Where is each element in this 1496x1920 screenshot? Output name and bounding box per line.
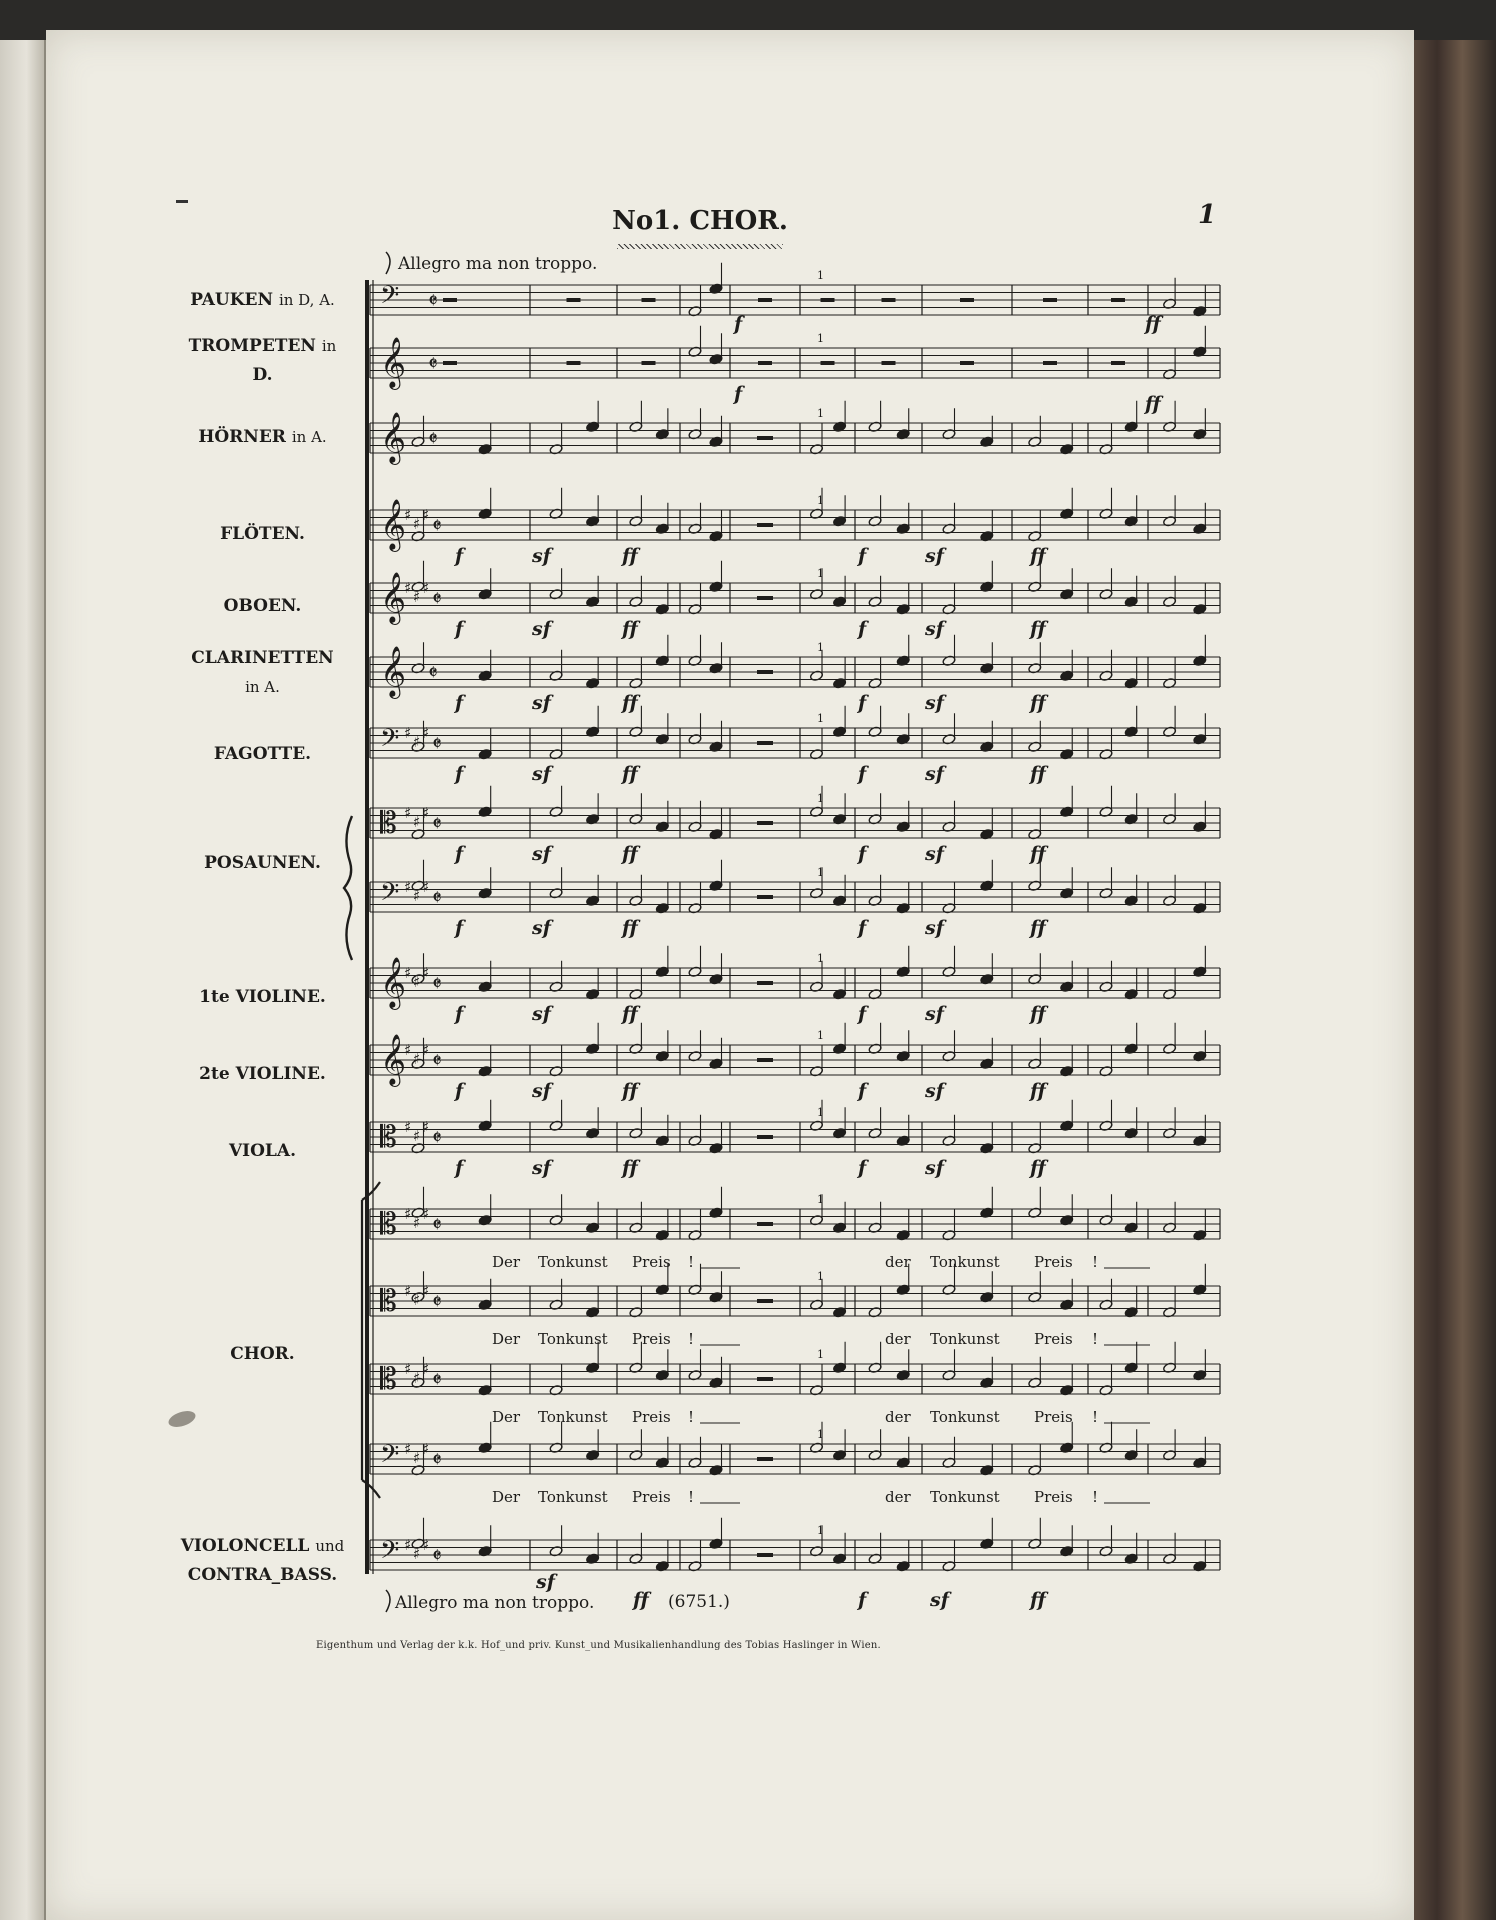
time-signature: 𝄵 bbox=[432, 886, 442, 911]
whole-rest bbox=[757, 1377, 773, 1381]
dynamic-marking: ff bbox=[622, 843, 638, 865]
key-signature-sharp: ♯ bbox=[404, 1360, 412, 1378]
lyric-syllable: ! bbox=[1092, 1488, 1099, 1506]
clef: 𝄡 bbox=[380, 1362, 397, 1397]
key-signature-sharp: ♯ bbox=[404, 1041, 412, 1059]
whole-rest bbox=[960, 361, 974, 365]
lyric-syllable: ! bbox=[1092, 1253, 1099, 1271]
measure-rest-number: 1 bbox=[817, 1348, 824, 1361]
dynamic-marking: sf bbox=[532, 1157, 551, 1179]
time-signature: 𝄵 bbox=[432, 587, 442, 612]
dynamic-marking: ff bbox=[1030, 763, 1046, 785]
dynamic-marking: f bbox=[455, 692, 464, 714]
dynamic-marking: ff bbox=[622, 545, 638, 567]
whole-rest bbox=[757, 1553, 773, 1557]
dynamic-marking: ff bbox=[1030, 843, 1046, 865]
measure-rest-number: 1 bbox=[817, 1524, 824, 1537]
choir-bracket bbox=[362, 1182, 380, 1498]
dynamic-marking: ff bbox=[622, 917, 638, 939]
whole-rest bbox=[821, 361, 835, 365]
dynamic-marking: sf bbox=[532, 763, 551, 785]
dynamic-marking: f bbox=[858, 618, 867, 640]
time-signature: 𝄵 bbox=[428, 352, 438, 377]
lyric-syllable: ! bbox=[1092, 1330, 1099, 1348]
dynamic-marking: ff bbox=[1030, 1589, 1046, 1611]
dynamic-marking: ff bbox=[1030, 545, 1046, 567]
instrument-name-line2: CONTRA_BASS. bbox=[187, 1565, 338, 1585]
clef: 𝄡 bbox=[380, 1120, 397, 1155]
time-signature: 𝄵 bbox=[428, 661, 438, 686]
instrument-name: TROMPETEN bbox=[188, 336, 316, 356]
key-signature-sharp: ♯ bbox=[422, 1536, 430, 1554]
lyric-syllable: Tonkunst bbox=[930, 1408, 1000, 1426]
measure-rest-number: 1 bbox=[817, 1428, 824, 1441]
measure-rest-number: 1 bbox=[817, 567, 824, 580]
dynamic-marking: ff bbox=[1030, 917, 1046, 939]
whole-rest bbox=[642, 298, 656, 302]
instrument-tuning: in bbox=[321, 337, 337, 355]
key-signature-sharp: ♯ bbox=[404, 878, 412, 896]
lyric-syllable: Tonkunst bbox=[538, 1408, 608, 1426]
time-signature: 𝄵 bbox=[428, 289, 438, 314]
time-signature: 𝄵 bbox=[432, 1448, 442, 1473]
key-signature-sharp: ♯ bbox=[422, 804, 430, 822]
dynamic-marking: f bbox=[734, 383, 743, 405]
time-signature: 𝄵 bbox=[428, 427, 438, 452]
tempo-marking-bottom: Allegro ma non troppo. bbox=[395, 1593, 595, 1613]
lyric-syllable: ! bbox=[688, 1253, 695, 1271]
lyric-syllable: Preis bbox=[632, 1488, 671, 1506]
whole-rest bbox=[882, 298, 896, 302]
whole-rest bbox=[882, 361, 896, 365]
measure-rest-number: 1 bbox=[817, 792, 824, 805]
key-signature-sharp: ♯ bbox=[413, 588, 421, 606]
measure-rest-number: 1 bbox=[817, 641, 824, 654]
whole-rest bbox=[443, 298, 457, 302]
whole-rest bbox=[642, 361, 656, 365]
dynamic-marking: sf bbox=[536, 1571, 555, 1593]
dynamic-marking: sf bbox=[532, 692, 551, 714]
instrument-label-violine-1: 1te VIOLINE. bbox=[199, 987, 326, 1007]
time-signature: 𝄵 bbox=[432, 1544, 442, 1569]
dynamic-marking: f bbox=[858, 917, 867, 939]
tempo-bracket-top bbox=[386, 252, 390, 274]
whole-rest bbox=[757, 821, 773, 825]
dynamic-marking: ff bbox=[1145, 393, 1161, 415]
clef: 𝄞 bbox=[380, 412, 407, 463]
lyric-syllable: Tonkunst bbox=[538, 1330, 608, 1348]
key-signature-sharp: ♯ bbox=[413, 1449, 421, 1467]
instrument-label-fagotte: FAGOTTE. bbox=[213, 744, 312, 764]
dynamic-marking: ff bbox=[1030, 1080, 1046, 1102]
dynamic-marking: ff bbox=[1145, 313, 1161, 335]
whole-rest bbox=[757, 741, 773, 745]
dynamic-marking: f bbox=[455, 545, 464, 567]
dynamic-marking: f bbox=[455, 1080, 464, 1102]
lyric-syllable: Tonkunst bbox=[930, 1330, 1000, 1348]
key-signature-sharp: ♯ bbox=[404, 579, 412, 597]
key-signature-sharp: ♯ bbox=[422, 1041, 430, 1059]
whole-rest bbox=[757, 1222, 773, 1226]
lyric-syllable: Tonkunst bbox=[538, 1253, 608, 1271]
dynamic-marking: f bbox=[858, 1157, 867, 1179]
measure-rest-number: 1 bbox=[817, 407, 824, 420]
dynamic-marking: sf bbox=[930, 1589, 949, 1611]
instrument-label-violine-2: 2te VIOLINE. bbox=[199, 1064, 326, 1084]
lyric-syllable: der bbox=[885, 1253, 911, 1271]
lyric-syllable: Preis bbox=[632, 1330, 671, 1348]
dynamic-marking: f bbox=[858, 843, 867, 865]
key-signature-sharp: ♯ bbox=[413, 1127, 421, 1145]
dynamic-marking: ff bbox=[633, 1589, 649, 1611]
lyric-syllable: ! bbox=[688, 1408, 695, 1426]
dynamic-marking: f bbox=[455, 1003, 464, 1025]
dynamic-marking: ff bbox=[622, 692, 638, 714]
instrument-key: in A. bbox=[245, 678, 280, 696]
key-signature-sharp: ♯ bbox=[404, 1536, 412, 1554]
clef: 𝄞 bbox=[380, 957, 407, 1008]
clef: 𝄢 bbox=[380, 878, 400, 913]
lyric-syllable: Preis bbox=[1034, 1488, 1073, 1506]
measure-rest-number: 1 bbox=[817, 712, 824, 725]
key-signature-sharp: ♯ bbox=[422, 506, 430, 524]
time-signature: 𝄵 bbox=[432, 1126, 442, 1151]
dynamic-marking: f bbox=[858, 763, 867, 785]
key-signature-sharp: ♯ bbox=[413, 813, 421, 831]
publisher-imprint: Eigenthum und Verlag der k.k. Hof_und priv. Kunst_und Musikalienhandlung des Tobias Haslinger in Wien. bbox=[316, 1640, 881, 1651]
dynamic-marking: f bbox=[455, 1157, 464, 1179]
dynamic-marking: f bbox=[455, 763, 464, 785]
lyric-syllable: ! bbox=[1092, 1408, 1099, 1426]
key-signature-sharp: ♯ bbox=[422, 1282, 430, 1300]
whole-rest bbox=[567, 298, 581, 302]
whole-rest bbox=[757, 596, 773, 600]
dynamic-marking: ff bbox=[622, 618, 638, 640]
key-signature-sharp: ♯ bbox=[404, 724, 412, 742]
lyric-syllable: Tonkunst bbox=[930, 1253, 1000, 1271]
dynamic-marking: f bbox=[858, 1003, 867, 1025]
clef: 𝄞 bbox=[380, 646, 407, 697]
clef: 𝄞 bbox=[380, 337, 407, 388]
whole-rest bbox=[757, 1299, 773, 1303]
instrument-key: D. bbox=[252, 365, 273, 385]
dynamic-marking: ff bbox=[1030, 618, 1046, 640]
tempo-bracket-bottom bbox=[386, 1590, 390, 1612]
dynamic-marking: sf bbox=[925, 692, 944, 714]
whole-rest bbox=[1043, 361, 1057, 365]
lyric-syllable: der bbox=[885, 1408, 911, 1426]
whole-rest bbox=[1043, 298, 1057, 302]
clef: 𝄡 bbox=[380, 1207, 397, 1242]
lyric-syllable: ! bbox=[688, 1330, 695, 1348]
whole-rest bbox=[757, 895, 773, 899]
key-signature-sharp: ♯ bbox=[404, 1205, 412, 1223]
dynamic-marking: ff bbox=[1030, 692, 1046, 714]
instrument-label-viola: VIOLA. bbox=[228, 1141, 296, 1161]
clef: 𝄞 bbox=[380, 499, 407, 550]
whole-rest bbox=[443, 361, 457, 365]
instrument-tuning: in D, A. bbox=[278, 291, 335, 309]
dynamic-marking: f bbox=[858, 545, 867, 567]
clef: 𝄢 bbox=[380, 281, 400, 316]
clef: 𝄢 bbox=[380, 1536, 400, 1571]
lyric-syllable: der bbox=[885, 1330, 911, 1348]
measure-rest-number: 1 bbox=[817, 494, 824, 507]
dynamic-marking: sf bbox=[532, 618, 551, 640]
clef: 𝄢 bbox=[380, 1440, 400, 1475]
lyric-syllable: Preis bbox=[632, 1253, 671, 1271]
lyric-syllable: Der bbox=[492, 1253, 521, 1271]
whole-rest bbox=[567, 361, 581, 365]
dynamic-marking: f bbox=[455, 917, 464, 939]
instrument-label-posaunen: POSAUNEN. bbox=[204, 853, 321, 873]
key-signature-sharp: ♯ bbox=[422, 1118, 430, 1136]
dynamic-marking: sf bbox=[925, 1003, 944, 1025]
key-signature-sharp: ♯ bbox=[404, 506, 412, 524]
measure-rest-number: 1 bbox=[817, 952, 824, 965]
lyric-syllable: ! bbox=[688, 1488, 695, 1506]
dynamic-marking: ff bbox=[622, 763, 638, 785]
instrument-name: VIOLONCELL bbox=[180, 1536, 310, 1556]
dynamic-marking: f bbox=[858, 1080, 867, 1102]
key-signature-sharp: ♯ bbox=[404, 1118, 412, 1136]
dynamic-marking: ff bbox=[622, 1003, 638, 1025]
measure-rest-number: 1 bbox=[817, 332, 824, 345]
dynamic-marking: sf bbox=[532, 1003, 551, 1025]
whole-rest bbox=[757, 1135, 773, 1139]
whole-rest bbox=[757, 1058, 773, 1062]
measure-rest-number: 1 bbox=[817, 1029, 824, 1042]
measure-rest-number: 1 bbox=[817, 866, 824, 879]
whole-rest bbox=[821, 298, 835, 302]
lyric-syllable: Preis bbox=[632, 1408, 671, 1426]
key-signature-sharp: ♯ bbox=[404, 964, 412, 982]
dynamic-marking: ff bbox=[1030, 1157, 1046, 1179]
key-signature-sharp: ♯ bbox=[422, 1360, 430, 1378]
dynamic-marking: sf bbox=[925, 917, 944, 939]
key-signature-sharp: ♯ bbox=[422, 1440, 430, 1458]
lyric-syllable: Preis bbox=[1034, 1253, 1073, 1271]
dynamic-marking: ff bbox=[622, 1157, 638, 1179]
dynamic-marking: f bbox=[455, 618, 464, 640]
whole-rest bbox=[960, 298, 974, 302]
measure-rest-number: 1 bbox=[817, 1193, 824, 1206]
lyric-syllable: der bbox=[885, 1488, 911, 1506]
key-signature-sharp: ♯ bbox=[413, 973, 421, 991]
instrument-tuning: in A. bbox=[291, 428, 327, 446]
dynamic-marking: f bbox=[858, 692, 867, 714]
dynamic-marking: f bbox=[858, 1589, 867, 1611]
dynamic-marking: sf bbox=[925, 1080, 944, 1102]
dynamic-marking: sf bbox=[532, 843, 551, 865]
lyric-syllable: Der bbox=[492, 1330, 521, 1348]
lyric-syllable: Tonkunst bbox=[930, 1488, 1000, 1506]
dynamic-marking: sf bbox=[925, 545, 944, 567]
whole-rest bbox=[758, 361, 772, 365]
key-signature-sharp: ♯ bbox=[404, 1440, 412, 1458]
time-signature: 𝄵 bbox=[432, 1368, 442, 1393]
dynamic-marking: ff bbox=[622, 1080, 638, 1102]
plate-number: (6751.) bbox=[668, 1592, 730, 1612]
dynamic-marking: sf bbox=[925, 618, 944, 640]
whole-rest bbox=[757, 523, 773, 527]
whole-rest bbox=[757, 981, 773, 985]
key-signature-sharp: ♯ bbox=[422, 878, 430, 896]
time-signature: 𝄵 bbox=[432, 1213, 442, 1238]
key-signature-sharp: ♯ bbox=[413, 1369, 421, 1387]
dynamic-marking: sf bbox=[925, 1157, 944, 1179]
key-signature-sharp: ♯ bbox=[413, 887, 421, 905]
lyric-syllable: Preis bbox=[1034, 1330, 1073, 1348]
time-signature: 𝄵 bbox=[432, 514, 442, 539]
dynamic-marking: ff bbox=[1030, 1003, 1046, 1025]
whole-rest bbox=[1111, 361, 1125, 365]
page-title: No1. CHOR. bbox=[612, 206, 788, 236]
time-signature: 𝄵 bbox=[432, 812, 442, 837]
measure-rest-number: 1 bbox=[817, 269, 824, 282]
key-signature-sharp: ♯ bbox=[413, 1545, 421, 1563]
key-signature-sharp: ♯ bbox=[404, 804, 412, 822]
instrument-name: HÖRNER bbox=[198, 427, 286, 447]
clef: 𝄞 bbox=[380, 1034, 407, 1085]
clef: 𝄢 bbox=[380, 724, 400, 759]
key-signature-sharp: ♯ bbox=[413, 1050, 421, 1068]
dynamic-marking: sf bbox=[925, 763, 944, 785]
dynamic-marking: sf bbox=[925, 843, 944, 865]
whole-rest bbox=[758, 298, 772, 302]
time-signature: 𝄵 bbox=[432, 972, 442, 997]
key-signature-sharp: ♯ bbox=[413, 1291, 421, 1309]
instrument-label-chor: CHOR. bbox=[230, 1344, 295, 1364]
measure-rest-number: 1 bbox=[817, 1270, 824, 1283]
key-signature-sharp: ♯ bbox=[404, 1282, 412, 1300]
page-number: 1 bbox=[1198, 200, 1217, 230]
whole-rest bbox=[757, 1457, 773, 1461]
time-signature: 𝄵 bbox=[432, 732, 442, 757]
key-signature-sharp: ♯ bbox=[413, 1214, 421, 1232]
instrument-suffix: und bbox=[315, 1537, 345, 1555]
instrument-name: CLARINETTEN bbox=[191, 648, 334, 668]
key-signature-sharp: ♯ bbox=[422, 579, 430, 597]
clef: 𝄞 bbox=[380, 572, 407, 623]
time-signature: 𝄵 bbox=[432, 1290, 442, 1315]
whole-rest bbox=[757, 436, 773, 440]
lyric-syllable: Tonkunst bbox=[538, 1488, 608, 1506]
time-signature: 𝄵 bbox=[432, 1049, 442, 1074]
dynamic-marking: sf bbox=[532, 917, 551, 939]
key-signature-sharp: ♯ bbox=[422, 964, 430, 982]
lyric-syllable: Preis bbox=[1034, 1408, 1073, 1426]
key-signature-sharp: ♯ bbox=[413, 733, 421, 751]
clef: 𝄡 bbox=[380, 1284, 397, 1319]
instrument-name: PAUKEN bbox=[190, 290, 274, 310]
key-signature-sharp: ♯ bbox=[413, 515, 421, 533]
tempo-marking-top: Allegro ma non troppo. bbox=[398, 254, 598, 274]
clef: 𝄡 bbox=[380, 806, 397, 841]
dynamic-marking: sf bbox=[532, 545, 551, 567]
dynamic-marking: f bbox=[734, 313, 743, 335]
posaunen-brace bbox=[344, 816, 352, 960]
key-signature-sharp: ♯ bbox=[422, 1205, 430, 1223]
whole-rest bbox=[757, 670, 773, 674]
instrument-label-floeten: FLÖTEN. bbox=[220, 524, 305, 544]
key-signature-sharp: ♯ bbox=[422, 724, 430, 742]
lyric-syllable: Der bbox=[492, 1488, 521, 1506]
instrument-label-oboen: OBOEN. bbox=[223, 596, 302, 616]
dynamic-marking: sf bbox=[532, 1080, 551, 1102]
measure-rest-number: 1 bbox=[817, 1106, 824, 1119]
dynamic-marking: f bbox=[455, 843, 464, 865]
whole-rest bbox=[1111, 298, 1125, 302]
lyric-syllable: Der bbox=[492, 1408, 521, 1426]
